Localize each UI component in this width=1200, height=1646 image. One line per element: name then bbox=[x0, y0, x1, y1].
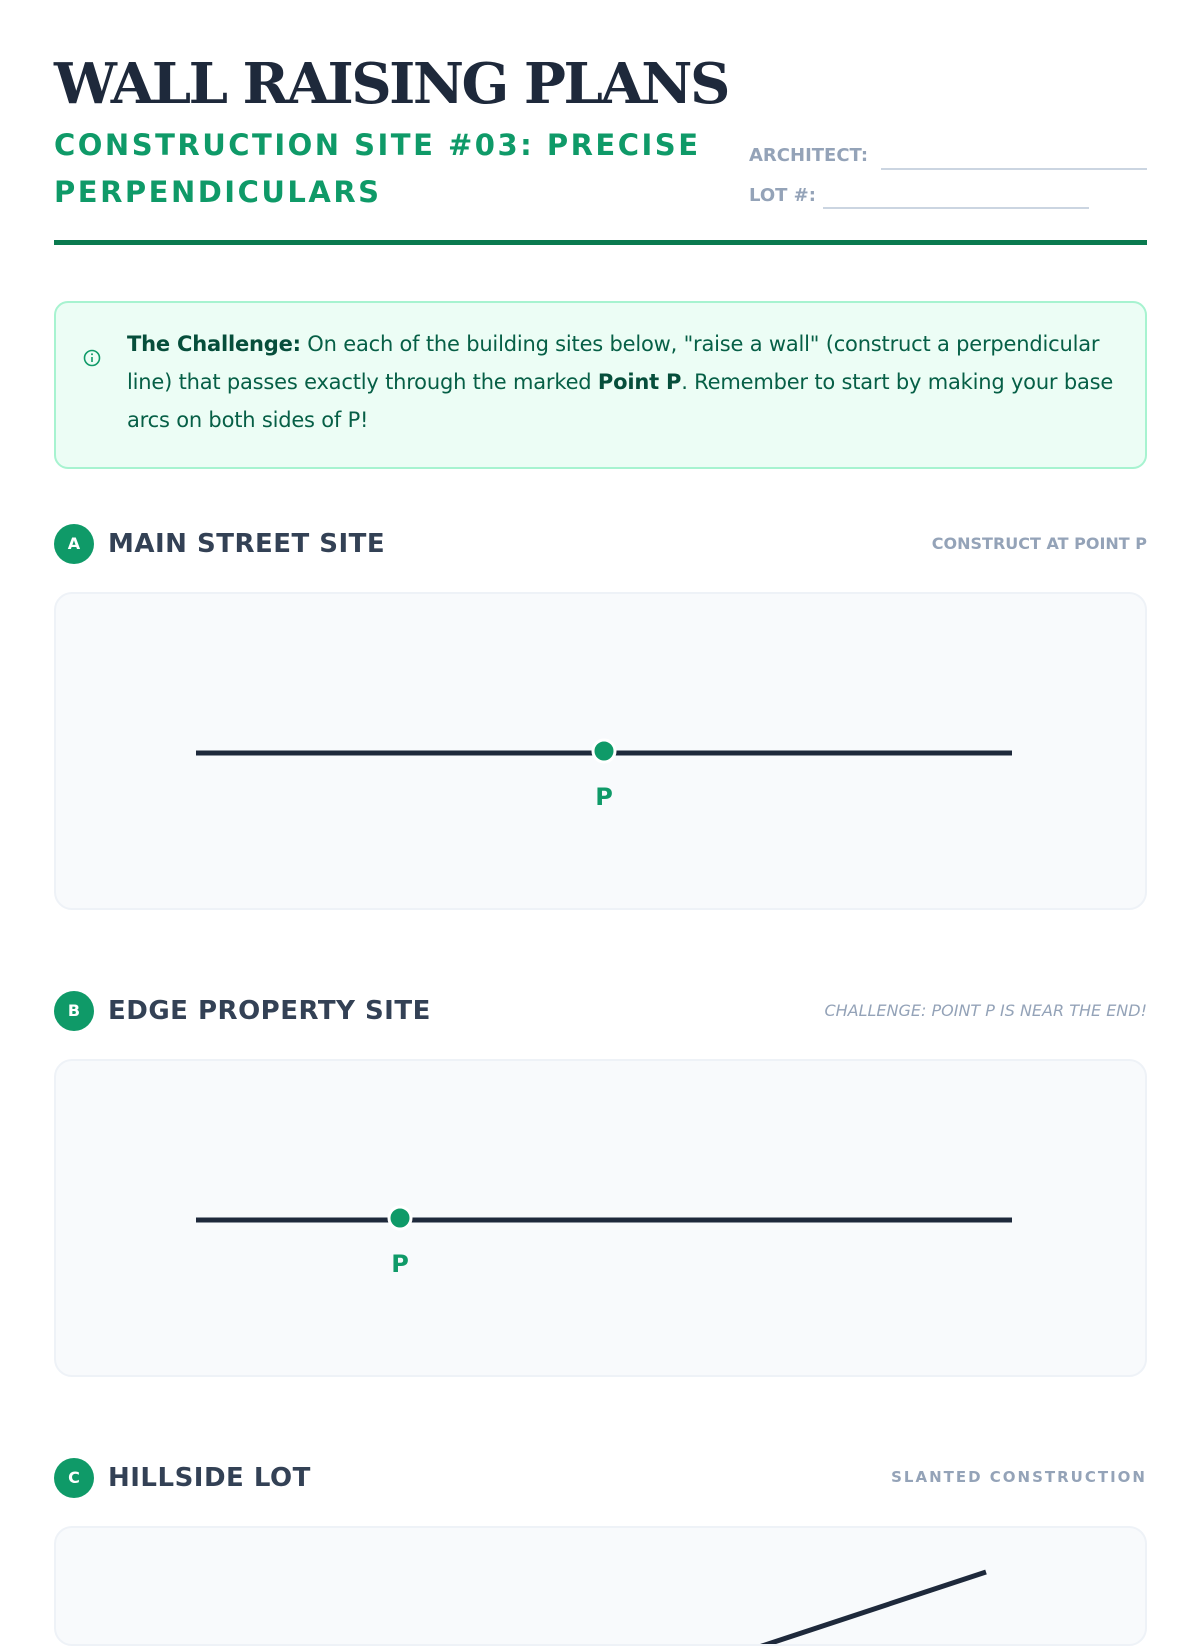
section-a-title: MAIN STREET SITE bbox=[108, 529, 386, 559]
site-a-point-p[interactable] bbox=[593, 740, 615, 762]
challenge-text bbox=[127, 325, 1117, 439]
section-c-title: HILLSIDE LOT bbox=[108, 1463, 311, 1493]
challenge-text-part-2: . Remember to start by making your base arcs on both sides of P! bbox=[127, 370, 1114, 432]
section-a-header bbox=[54, 524, 1147, 564]
challenge-point: Point P bbox=[597, 370, 682, 394]
section-a-note: CONSTRUCT AT POINT P bbox=[931, 534, 1147, 553]
challenge-box bbox=[54, 301, 1147, 469]
lot-label: LOT #: bbox=[749, 185, 816, 206]
site-c-canvas[interactable] bbox=[54, 1526, 1147, 1646]
info-icon bbox=[82, 348, 102, 368]
section-b-badge: B bbox=[54, 991, 94, 1031]
section-c-header bbox=[54, 1458, 1147, 1498]
site-b-point-label: P bbox=[391, 1250, 409, 1278]
lot-field[interactable] bbox=[823, 207, 1089, 209]
challenge-text-part-1: On each of the building sites below, "raise a wall" (construct a perpendicular line) that passes exactly through the marked bbox=[127, 332, 1100, 394]
site-b-point-p[interactable] bbox=[389, 1207, 411, 1229]
section-a-badge: A bbox=[54, 524, 94, 564]
challenge-lead: The Challenge: bbox=[127, 332, 301, 356]
page-title: WALL RAISING PLANS bbox=[54, 51, 728, 117]
header-divider bbox=[54, 240, 1147, 245]
section-c-note: SLANTED CONSTRUCTION bbox=[891, 1468, 1147, 1486]
section-b-title: EDGE PROPERTY SITE bbox=[108, 996, 431, 1026]
site-c-slanted-line bbox=[756, 1572, 986, 1646]
site-a-drawing bbox=[56, 594, 1147, 910]
section-b-header bbox=[54, 991, 1147, 1031]
site-b-canvas[interactable] bbox=[54, 1059, 1147, 1377]
site-c-drawing bbox=[56, 1528, 1147, 1646]
section-c-badge: C bbox=[54, 1458, 94, 1498]
architect-field[interactable] bbox=[881, 168, 1147, 170]
architect-label: ARCHITECT: bbox=[749, 145, 869, 166]
site-a-canvas[interactable] bbox=[54, 592, 1147, 910]
section-b-note: CHALLENGE: POINT P IS NEAR THE END! bbox=[824, 1001, 1147, 1020]
site-a-point-label: P bbox=[595, 783, 613, 811]
site-b-drawing bbox=[56, 1061, 1147, 1377]
page-subtitle: CONSTRUCTION SITE #03: PRECISE PERPENDICULARS bbox=[54, 128, 701, 209]
